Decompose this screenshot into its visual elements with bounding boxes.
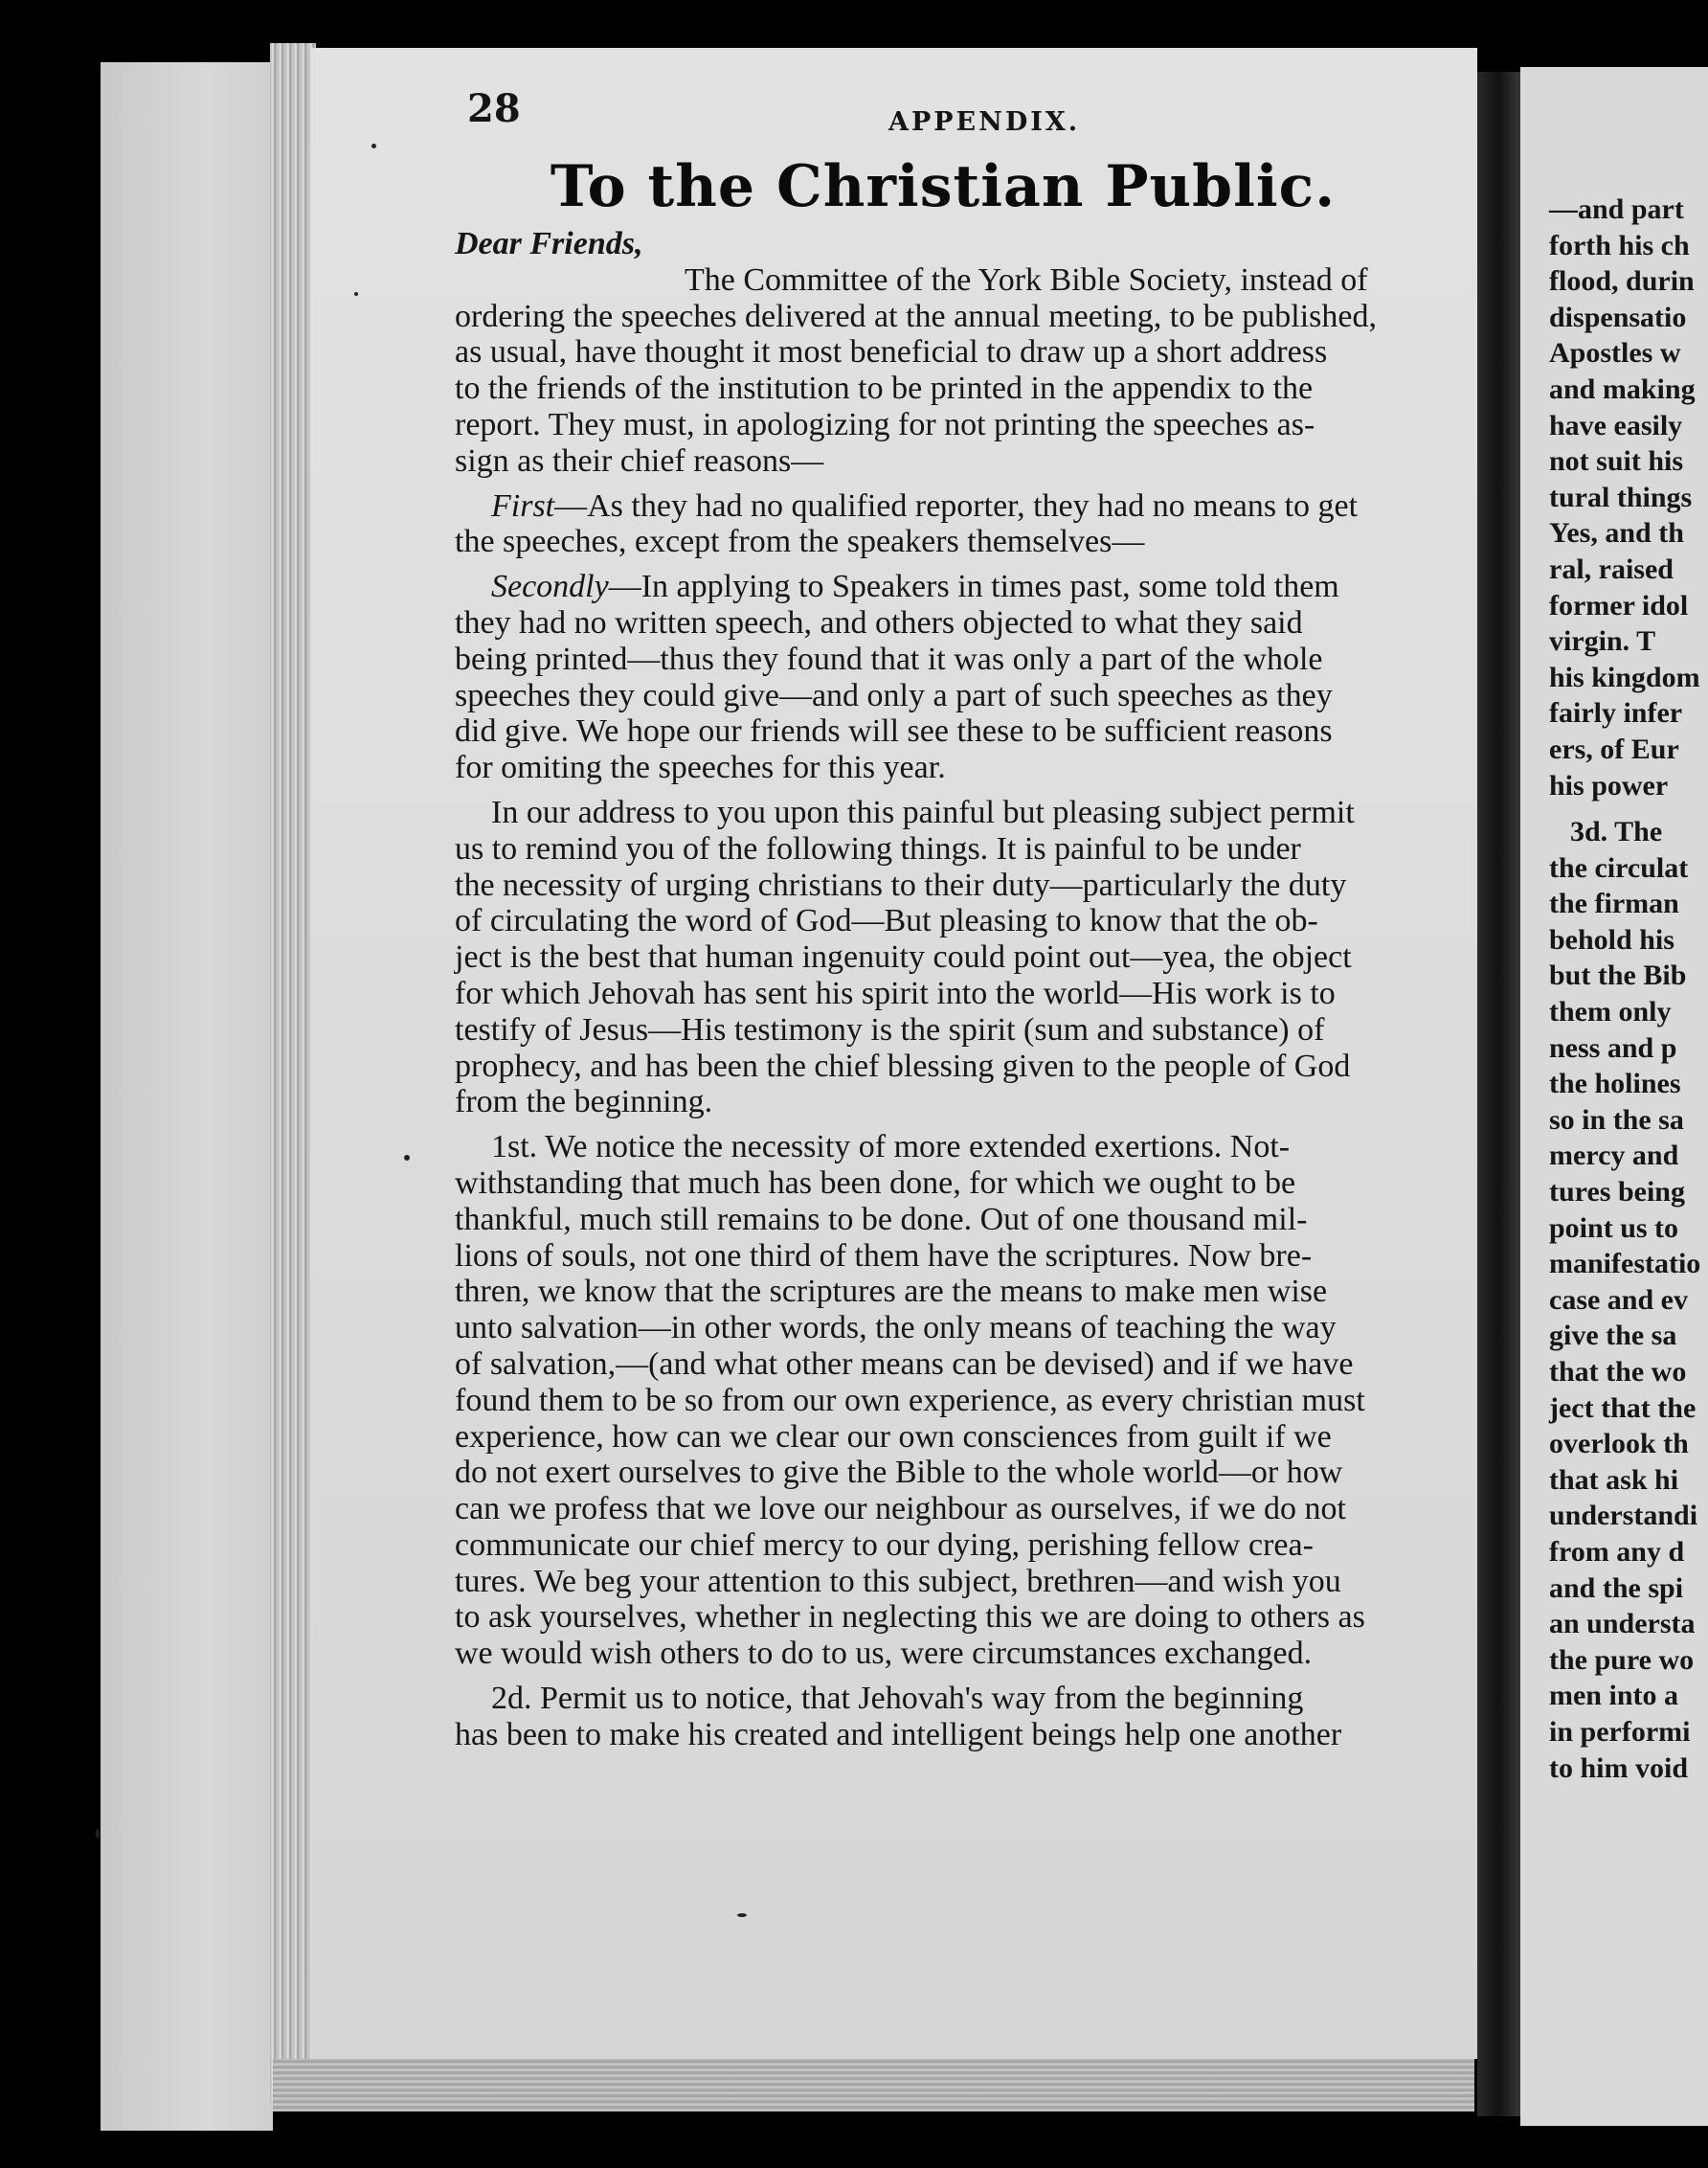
text-line-content: withstanding that much has been done, for which we ought to be (455, 1164, 1296, 1201)
text-line (455, 795, 1472, 831)
text-line (455, 1491, 1472, 1527)
text-line-content: can we profess that we love our neighbour as ourselves, if we do not (455, 1491, 1346, 1527)
facing-page-line: manifestatio (1549, 1248, 1701, 1280)
facing-page-line: the pure wo (1549, 1643, 1695, 1676)
text-line-content: to the friends of the institution to be printed in the appendix to the (455, 371, 1314, 407)
text-line (455, 1274, 1472, 1310)
facing-page-line: in performi (1549, 1715, 1691, 1748)
facing-page-line: understandi (1549, 1500, 1698, 1532)
left-margin-strip (101, 62, 273, 2131)
text-line-content: report. They must, in apologizing for not printing the speeches as- (455, 406, 1315, 442)
text-line-content: speeches they could give—and only a part of such speeches as they (455, 677, 1333, 713)
facing-page-line: Apostles w (1549, 337, 1681, 370)
text-line (455, 1012, 1472, 1049)
facing-page-text (1549, 192, 1708, 1786)
text-line (455, 831, 1472, 868)
facing-page-line: former idol (1549, 589, 1689, 621)
facing-page-line: overlook th (1549, 1428, 1689, 1460)
text-line-content: —As they had no qualified reporter, they had no means to get (554, 487, 1359, 524)
text-line (455, 488, 1472, 525)
text-line (455, 1238, 1472, 1275)
facing-page-line: to him void (1549, 1751, 1689, 1784)
text-line-content: of circulating the word of God—But pleasing to know that the ob- (455, 903, 1318, 939)
facing-page-line: tural things (1549, 481, 1693, 513)
facing-page-line: and the spi (1549, 1571, 1684, 1604)
facing-page-line: from any d (1549, 1535, 1685, 1568)
text-line (455, 569, 1472, 605)
facing-page-line: —and part (1549, 193, 1684, 225)
running-head: APPENDIX. (888, 107, 1081, 137)
text-line (455, 939, 1472, 976)
text-line-content: —In applying to Speakers in times past, some told them (608, 569, 1339, 605)
facing-page-line: 3d. The (1570, 816, 1663, 848)
text-line (455, 1310, 1472, 1346)
facing-page-line: them only (1549, 996, 1672, 1028)
text-line-content: as usual, have thought it most beneficial to draw up a short address (455, 334, 1328, 371)
facing-page-line: that ask hi (1549, 1463, 1679, 1496)
text-line (455, 868, 1472, 904)
facing-page-line: an understa (1549, 1608, 1696, 1640)
page-edges (270, 43, 316, 2102)
text-line-content: for omiting the speeches for this year. (455, 750, 946, 786)
book-spine (1477, 72, 1520, 2116)
text-line-content: we would wish others to do to us, were circumstances exchanged. (455, 1636, 1313, 1672)
text-line (455, 1599, 1472, 1636)
salutation: Dear Friends, (455, 226, 643, 261)
facing-page-line: the firman (1549, 888, 1679, 920)
paragraph-lead: First (491, 487, 555, 524)
text-line (455, 903, 1472, 939)
facing-page-line: mercy and (1549, 1140, 1679, 1172)
facing-page-line: ers, of Eur (1549, 733, 1679, 765)
facing-page-line: his kingdom (1549, 661, 1700, 693)
facing-page-line: that the wo (1549, 1356, 1687, 1388)
text-line-content: lions of souls, not one third of them have the scriptures. Now bre- (455, 1237, 1313, 1274)
facing-page-line: fairly infer (1549, 697, 1683, 730)
facing-page-line: but the Bib (1549, 960, 1687, 992)
facing-page-line: tures being (1549, 1176, 1685, 1208)
text-line-content: thren, we know that the scriptures are the means to make men wise (455, 1274, 1328, 1310)
text-line-content: they had no written speech, and others objected to what they said (455, 604, 1303, 641)
text-line (455, 443, 1472, 480)
body-text (455, 226, 1472, 1753)
text-line (455, 1636, 1472, 1672)
text-line-content: The Committee of the York Bible Society, instead of (685, 261, 1368, 298)
text-line-content: the speeches, except from the speakers themselves— (455, 524, 1145, 560)
facing-page-line: his power (1549, 769, 1669, 802)
facing-page (1520, 67, 1708, 2126)
text-line-content: unto salvation—in other words, the only means of teaching the way (455, 1310, 1337, 1346)
text-line (455, 713, 1472, 750)
text-line (455, 1202, 1472, 1238)
text-line (455, 678, 1472, 714)
text-line (455, 1383, 1472, 1419)
text-line (455, 1681, 1472, 1717)
text-line (455, 605, 1472, 642)
text-line-content: ject is the best that human ingenuity could point out—yea, the object (455, 939, 1352, 976)
text-line (455, 334, 1472, 371)
text-line-content: being printed—thus they found that it was only a part of the whole (455, 641, 1323, 677)
text-line (455, 1564, 1472, 1600)
text-line-content: of salvation,—(and what other means can be devised) and if we have (455, 1345, 1354, 1382)
facing-page-line: give the sa (1549, 1320, 1677, 1352)
facing-page-line: point us to (1549, 1211, 1679, 1244)
text-line (455, 1455, 1472, 1491)
text-line-content: 2d. Permit us to notice, that Jehovah's way from the beginning (491, 1681, 1304, 1717)
text-line-content: prophecy, and has been the chief blessing given to the people of God (455, 1048, 1351, 1084)
facing-page-line: forth his ch (1549, 229, 1690, 261)
text-line (455, 524, 1472, 560)
facing-page-line: dispensatio (1549, 301, 1687, 333)
text-line (455, 1165, 1472, 1202)
page-bottom-edge (273, 2059, 1474, 2112)
text-line (455, 1717, 1472, 1753)
facing-page-line: ral, raised (1549, 553, 1674, 585)
text-line (455, 299, 1472, 335)
facing-page-line: not suit his (1549, 445, 1684, 478)
text-line-content: us to remind you of the following things. It is painful to be under (455, 830, 1301, 867)
text-line-content: did give. We hope our friends will see these to be sufficient reasons (455, 713, 1333, 750)
facing-page-line: case and ev (1549, 1283, 1688, 1316)
paragraph-lead: Secondly (491, 569, 609, 605)
facing-page-line: the holines (1549, 1068, 1681, 1100)
text-line-content: communicate our chief mercy to our dying, perishing fellow crea- (455, 1526, 1314, 1563)
facing-page-line: so in the sa (1549, 1103, 1684, 1136)
page-header (467, 86, 1472, 144)
facing-page-line: ness and p (1549, 1031, 1677, 1064)
facing-page-line: the circulat (1549, 851, 1689, 884)
text-line-content: testify of Jesus—His testimony is the spirit (sum and substance) of (455, 1011, 1325, 1048)
text-line (455, 262, 1472, 299)
text-line (455, 1419, 1472, 1456)
page-title: To the Christian Public. (550, 153, 1337, 220)
page-number: 28 (467, 86, 521, 131)
facing-page-line: ject that the (1549, 1391, 1697, 1424)
facing-page-line: men into a (1549, 1680, 1678, 1712)
facing-page-line: flood, durin (1549, 265, 1695, 298)
text-line-content: 1st. We notice the necessity of more extended exertions. Not- (491, 1129, 1291, 1165)
facing-page-line: behold his (1549, 923, 1674, 956)
text-line-content: experience, how can we clear our own consciences from guilt if we (455, 1418, 1332, 1455)
text-line (455, 1346, 1472, 1383)
text-line-content: do not exert ourselves to give the Bible to the whole world—or how (455, 1455, 1343, 1491)
text-line (455, 642, 1472, 678)
text-line-content: ordering the speeches delivered at the annual meeting, to be published, (455, 298, 1378, 334)
text-line (455, 1129, 1472, 1165)
text-line-content: In our address to you upon this painful but pleasing subject permit (491, 794, 1355, 830)
text-line-content: to ask yourselves, whether in neglecting this we are doing to others as (455, 1599, 1365, 1636)
facing-page-line: have easily (1549, 409, 1683, 441)
text-line (455, 1527, 1472, 1564)
text-line (455, 1049, 1472, 1085)
facing-page-line: and making (1549, 373, 1696, 405)
text-line-content: for which Jehovah has sent his spirit into the world—His work is to (455, 975, 1336, 1011)
text-line (455, 750, 1472, 786)
text-line-content: thankful, much still remains to be done. Out of one thousand mil- (455, 1201, 1308, 1237)
text-line-content: has been to make his created and intelligent beings help one another (455, 1716, 1342, 1752)
text-line-content: the necessity of urging christians to their duty—particularly the duty (455, 867, 1347, 903)
text-line (455, 371, 1472, 407)
text-line (455, 976, 1472, 1012)
facing-page-line: virgin. T (1549, 625, 1656, 658)
text-line-content: tures. We beg your attention to this subject, brethren—and wish you (455, 1563, 1341, 1599)
text-line (455, 407, 1472, 443)
text-line-content: sign as their chief reasons— (455, 442, 824, 479)
text-line-content: found them to be so from our own experience, as every christian must (455, 1382, 1365, 1418)
text-line (455, 1084, 1472, 1120)
text-line-content: from the beginning. (455, 1084, 713, 1120)
facing-page-line: Yes, and th (1549, 517, 1684, 550)
